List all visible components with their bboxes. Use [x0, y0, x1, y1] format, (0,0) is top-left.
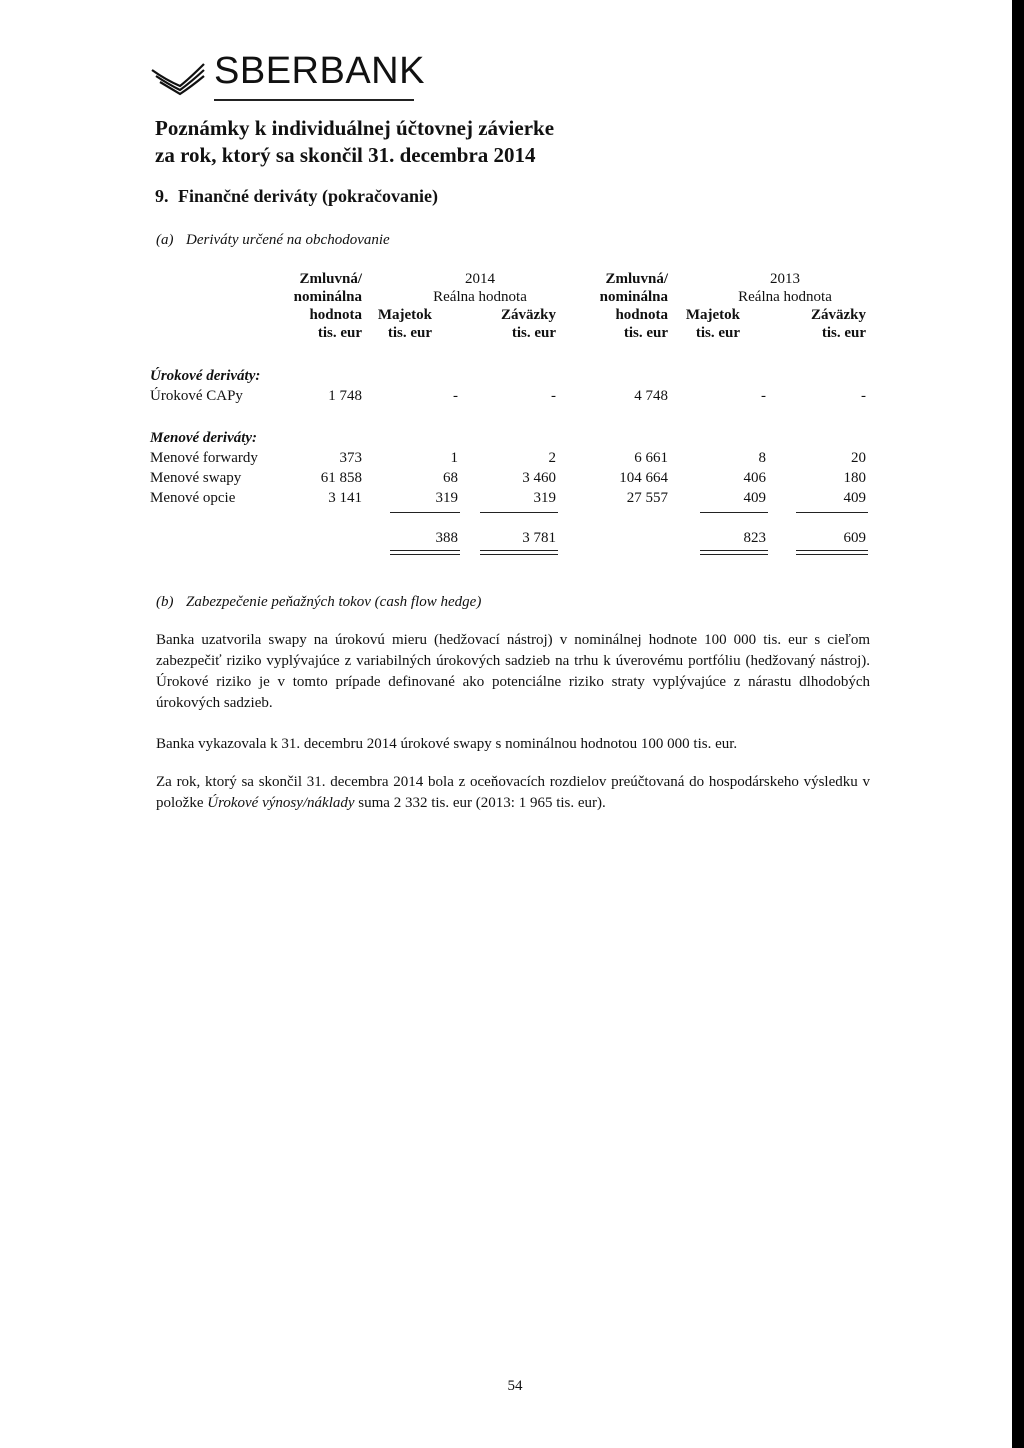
- col-header-fair-value-2013: 2013 Reálna hodnota: [738, 271, 832, 305]
- row-label-forwards: Menové forwardy: [150, 450, 258, 466]
- total-double-rule: [480, 550, 558, 555]
- brand-name: SBERBANK: [214, 50, 425, 92]
- table-cell: 104 664: [619, 470, 668, 486]
- total-assets-2014: 388: [435, 530, 458, 546]
- logo-underline: [214, 99, 414, 101]
- table-cell: 3 460: [522, 470, 556, 486]
- table-cell: 2: [548, 450, 556, 466]
- row-label-options: Menové opcie: [150, 490, 236, 506]
- table-cell: 20: [851, 450, 866, 466]
- table-cell: 4 748: [634, 388, 668, 404]
- doc-title-line2: za rok, ktorý sa skončil 31. decembra 2014: [155, 143, 536, 167]
- total-double-rule: [390, 550, 460, 555]
- table-cell: 1: [450, 450, 458, 466]
- paragraph-hedge-description: Banka uzatvorila swapy na úrokovú mieru (hedžovací nástroj) v nominálnej hodnote 100 000 tis. eur s cieľom zabezpečiť riziko vyplývajúce z variabilných úrokových sadzieb na trhu k úverovému portfóliu (hedžovaný nástroj). Úrokové riziko je v tomto prípade definované ako potenciálne riziko straty vyplývajúce z nárastu dlhodobých úrokových sadzieb.: [156, 632, 870, 711]
- subtotal-rule: [480, 512, 558, 513]
- table-cell: 8: [758, 450, 766, 466]
- col-header-liabilities-2014: Záväzky tis. eur: [500, 307, 556, 341]
- table-cell: 68: [443, 470, 458, 486]
- col-header-assets-2013: Majetok tis. eur: [685, 307, 740, 341]
- subtotal-rule: [700, 512, 768, 513]
- total-liabilities-2013: 609: [843, 530, 866, 546]
- section-number: 9.: [155, 186, 169, 206]
- doc-title-line1: Poznámky k individuálnej účtovnej závierke: [155, 116, 555, 140]
- total-assets-2013: 823: [743, 530, 766, 546]
- col-header-nominal-2013: Zmluvná/ nominálna hodnota tis. eur: [599, 271, 668, 341]
- total-double-rule: [700, 550, 768, 555]
- group-label-currency: Menové deriváty:: [150, 430, 258, 446]
- italic-line-item: Úrokové výnosy/náklady: [207, 795, 355, 811]
- table-cell: -: [761, 388, 766, 404]
- table-cell: 373: [339, 450, 362, 466]
- page-number: 54: [507, 1378, 523, 1394]
- table-cell: 1 748: [328, 388, 362, 404]
- table-cell: 319: [435, 490, 458, 506]
- group-label-interest: Úrokové deriváty:: [150, 368, 261, 384]
- table-cell: 3 141: [328, 490, 362, 506]
- col-header-liabilities-2013: Záväzky tis. eur: [810, 307, 866, 341]
- sberbank-wave-icon: [150, 60, 206, 96]
- paragraph-swaps-reported: Banka vykazovala k 31. decembru 2014 úrokové swapy s nominálnou hodnotou 100 000 tis. eur.: [156, 736, 738, 752]
- table-cell: 406: [743, 470, 766, 486]
- table-cell: 6 661: [634, 450, 668, 466]
- subsection-b-label: (b): [156, 594, 174, 610]
- row-label-caps: Úrokové CAPy: [150, 388, 243, 404]
- total-double-rule: [796, 550, 868, 555]
- subtotal-rule: [390, 512, 460, 513]
- table-cell: -: [861, 388, 866, 404]
- section-title: Finančné deriváty (pokračovanie): [178, 186, 438, 206]
- table-cell: 61 858: [320, 470, 362, 486]
- table-cell: 180: [843, 470, 866, 486]
- row-label-swaps: Menové swapy: [150, 470, 242, 486]
- paragraph-reclassification: Za rok, ktorý sa skončil 31. decembra 2014 bola z oceňovacích rozdielov preúčtovaná do hospodárskeho výsledku v položke Úrokové výnosy/náklady suma 2 332 tis. eur (2013: 1 965 tis. eur).: [156, 774, 870, 811]
- subtotal-rule: [796, 512, 868, 513]
- subsection-a-label: (a): [156, 232, 174, 248]
- table-cell: -: [453, 388, 458, 404]
- table-cell: -: [551, 388, 556, 404]
- table-cell: 409: [843, 490, 866, 506]
- table-cell: 409: [743, 490, 766, 506]
- col-header-nominal-2014: Zmluvná/ nominálna hodnota tis. eur: [293, 271, 362, 341]
- col-header-fair-value-2014: 2014 Reálna hodnota: [433, 271, 527, 305]
- total-liabilities-2014: 3 781: [522, 530, 556, 546]
- table-cell: 319: [533, 490, 556, 506]
- subsection-b-title: Zabezpečenie peňažných tokov (cash flow hedge): [186, 594, 482, 610]
- table-cell: 27 557: [626, 490, 668, 506]
- subsection-a-title: Deriváty určené na obchodovanie: [186, 232, 390, 248]
- col-header-assets-2014: Majetok tis. eur: [377, 307, 432, 341]
